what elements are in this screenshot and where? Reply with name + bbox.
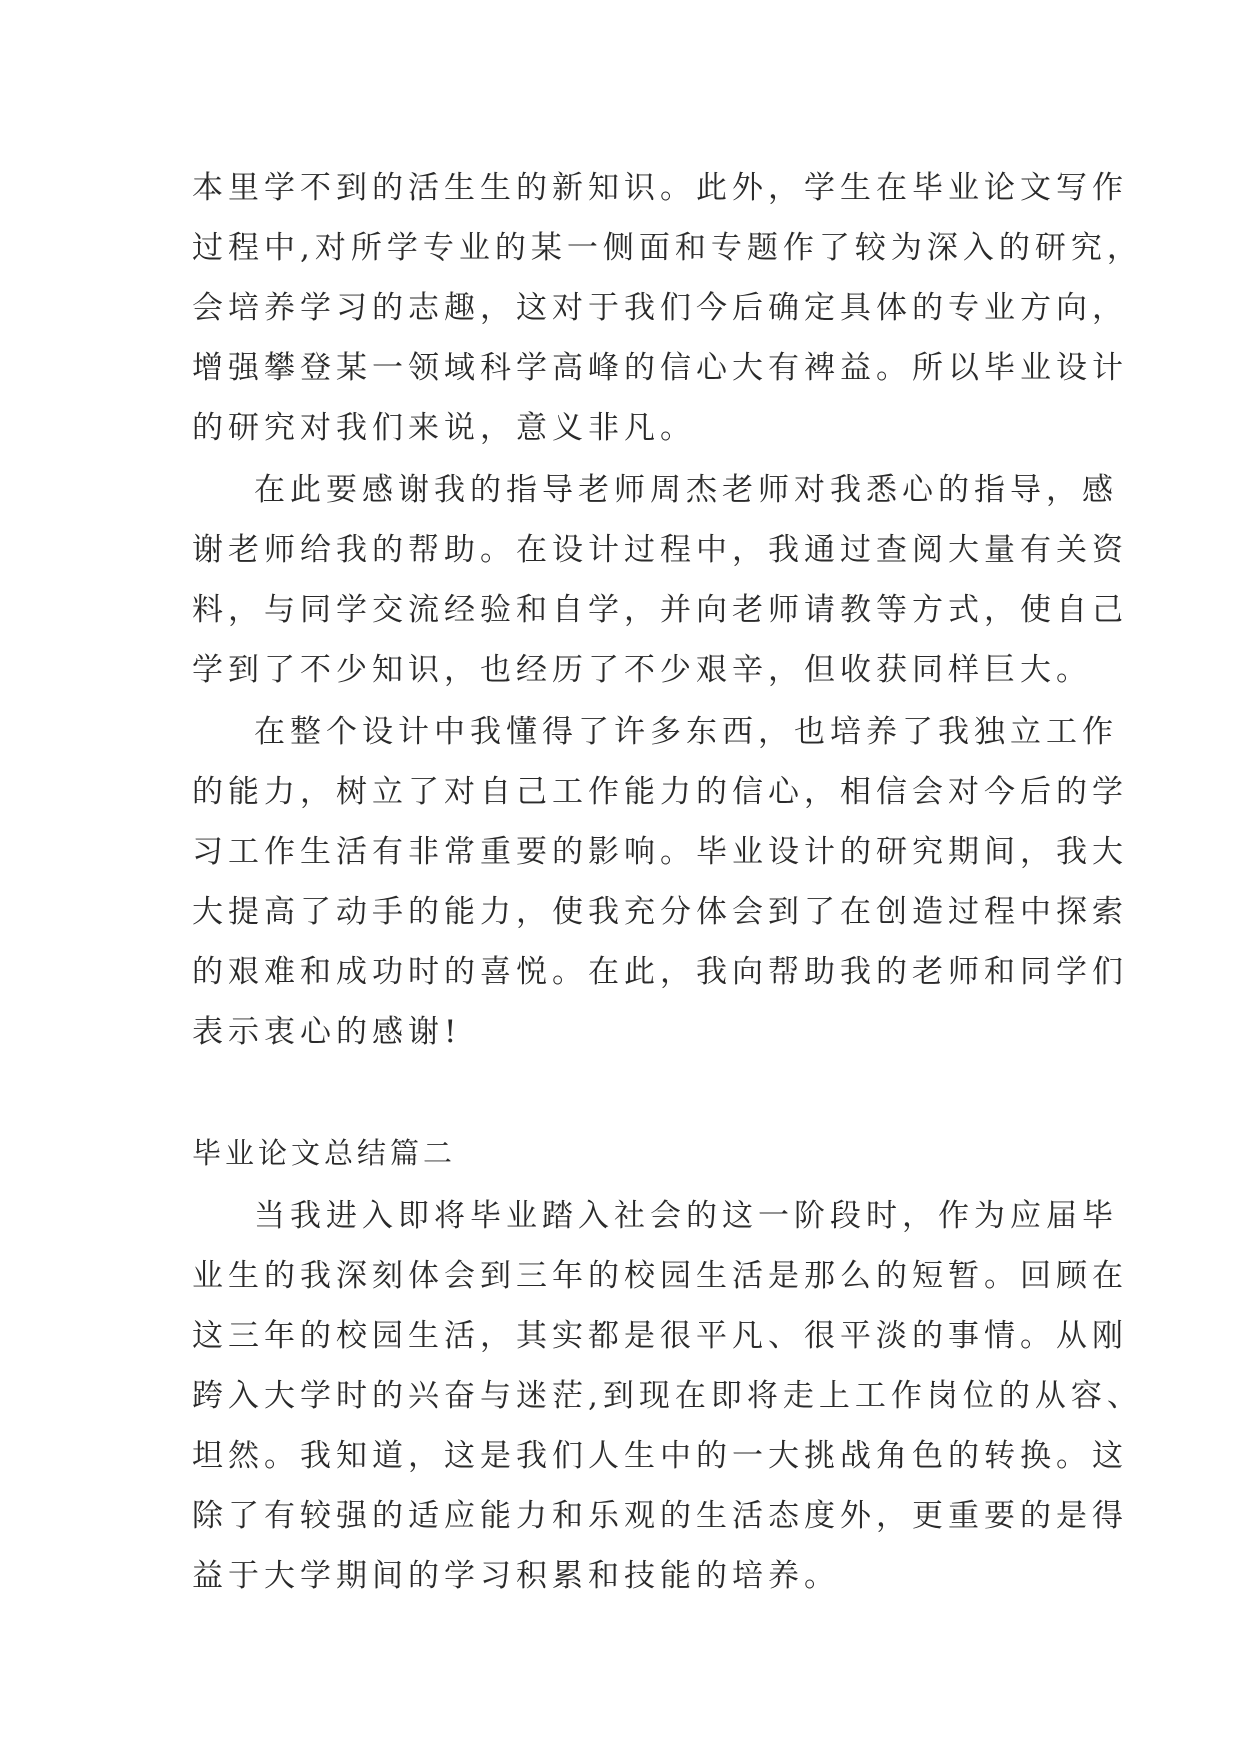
text-line: 跨入大学时的兴奋与迷茫,到现在即将走上工作岗位的从容、 [192,1378,1143,1414]
text-line: 表示衷心的感谢! [192,1014,462,1050]
paragraph-first-line: 在此要感谢我的指导老师周杰老师对我悉心的指导，感 [254,472,1118,508]
text-line: 业生的我深刻体会到三年的校园生活是那么的短暂。回顾在 [192,1258,1128,1294]
text-line: 的艰难和成功时的喜悦。在此，我向帮助我的老师和同学们 [192,954,1128,990]
text-line: 学到了不少知识，也经历了不少艰辛，但收获同样巨大。 [192,652,1092,688]
text-line: 本里学不到的活生生的新知识。此外，学生在毕业论文写作 [192,170,1128,206]
text-line: 增强攀登某一领域科学高峰的信心大有裨益。所以毕业设计 [192,350,1128,386]
text-line: 过程中,对所学专业的某一侧面和专题作了较为深入的研究， [192,230,1143,266]
text-line: 谢老师给我的帮助。在设计过程中，我通过查阅大量有关资 [192,532,1128,568]
paragraph-first-line: 当我进入即将毕业踏入社会的这一阶段时，作为应届毕 [254,1198,1118,1234]
text-line: 益于大学期间的学习积累和技能的培养。 [192,1558,840,1594]
text-line: 习工作生活有非常重要的影响。毕业设计的研究期间，我大 [192,834,1128,870]
paragraph-first-line: 在整个设计中我懂得了许多东西，也培养了我独立工作 [254,714,1118,750]
text-line: 坦然。我知道，这是我们人生中的一大挑战角色的转换。这 [192,1438,1128,1474]
text-line: 会培养学习的志趣，这对于我们今后确定具体的专业方向， [192,290,1128,326]
text-line: 大提高了动手的能力，使我充分体会到了在创造过程中探索 [192,894,1128,930]
text-line: 的能力，树立了对自己工作能力的信心，相信会对今后的学 [192,774,1128,810]
text-line: 料，与同学交流经验和自学，并向老师请教等方式，使自己 [192,592,1128,628]
section-heading: 毕业论文总结篇二 [192,1136,457,1170]
text-line: 这三年的校园生活，其实都是很平凡、很平淡的事情。从刚 [192,1318,1128,1354]
text-line: 的研究对我们来说，意义非凡。 [192,410,696,446]
text-line: 除了有较强的适应能力和乐观的生活态度外，更重要的是得 [192,1498,1128,1534]
